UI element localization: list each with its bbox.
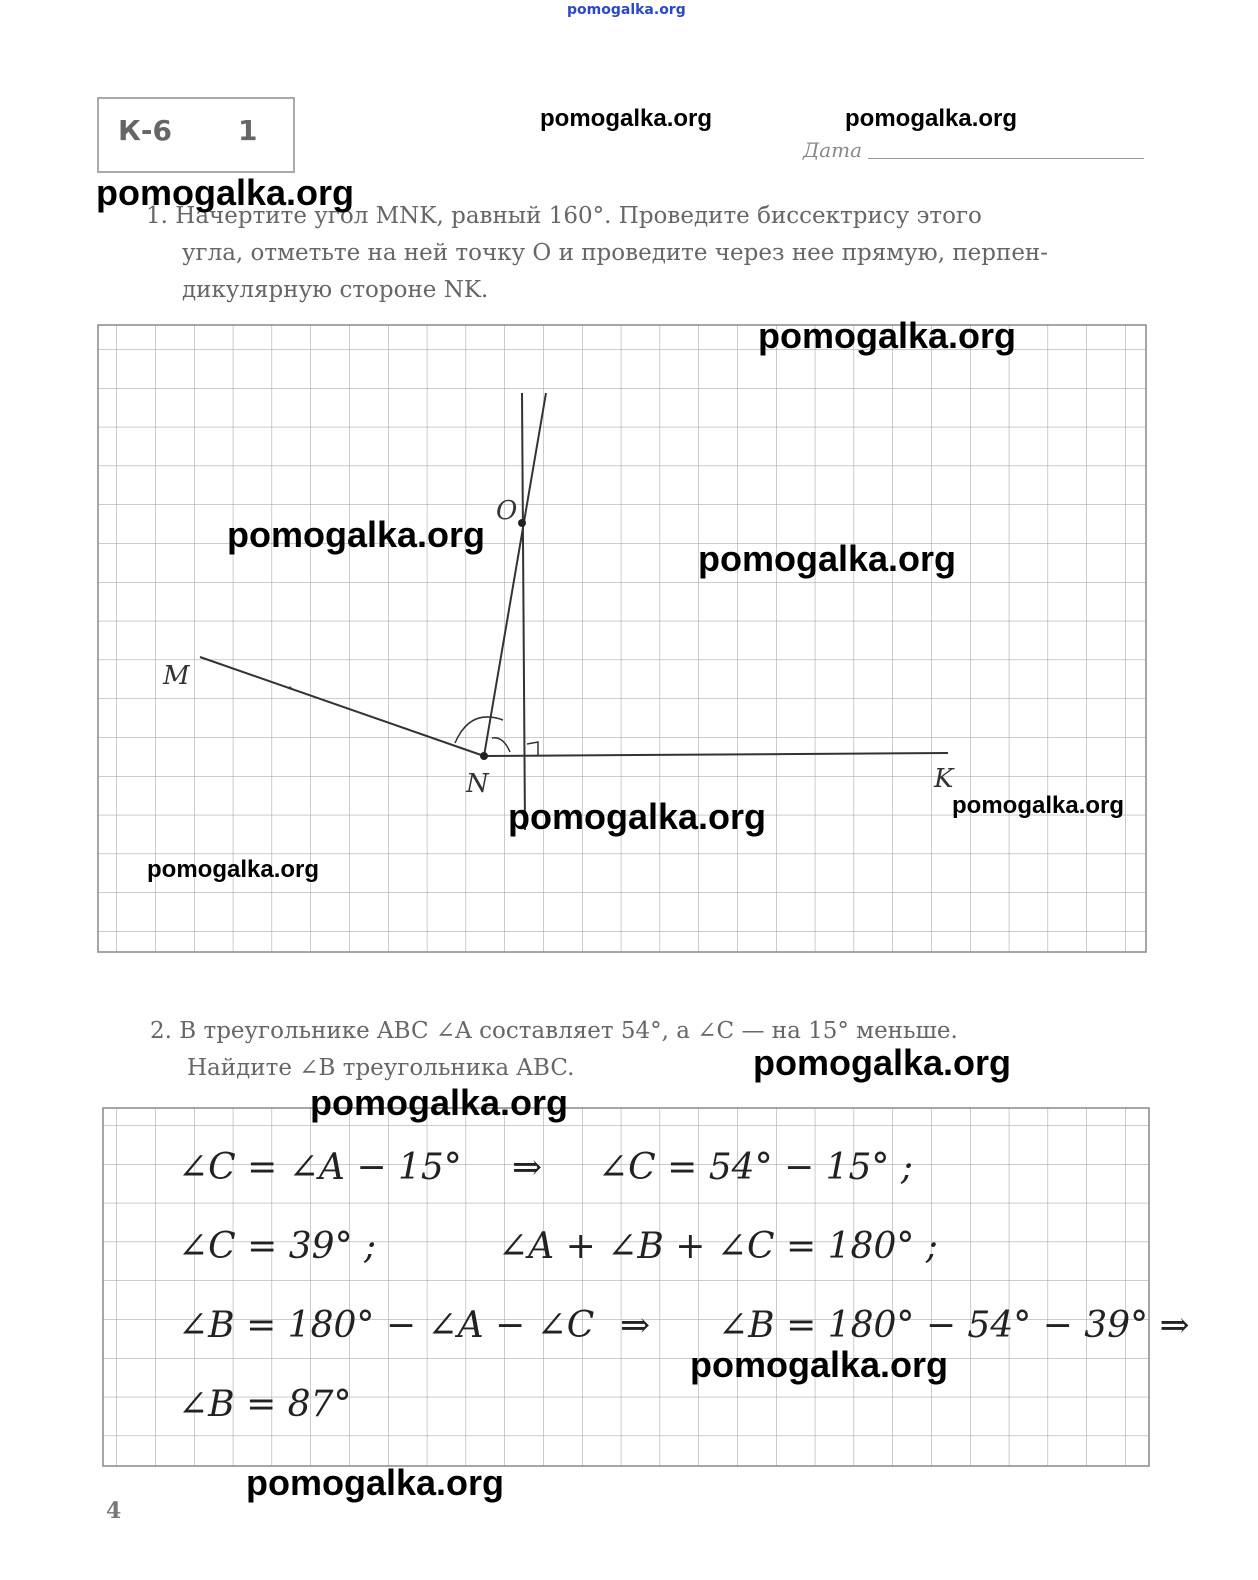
watermark: pomogalka.org	[227, 514, 486, 555]
watermark: pomogalka.org	[690, 1344, 949, 1385]
watermark: pomogalka.org	[698, 538, 957, 579]
watermark: pomogalka.org	[952, 792, 1125, 819]
watermark: pomogalka.org	[147, 856, 320, 883]
watermark: pomogalka.org	[845, 105, 1018, 132]
point-n	[480, 752, 488, 760]
date-label: Дата	[803, 138, 863, 162]
label-k: K	[934, 764, 954, 794]
task1-line1: 1. Начертите угол MNK, равный 160°. Проведите биссектрису этого	[146, 203, 982, 229]
solution-row1-right: ∠C = 54° − 15° ;	[598, 1147, 913, 1188]
task1-line2: угла, отметьте на ней точку O и проведите через нее прямую, перпен-	[182, 240, 1049, 266]
watermark: pomogalka.org	[246, 1462, 505, 1503]
solution-row2-left: ∠C = 39° ;	[178, 1226, 377, 1267]
task2-line1: 2. В треугольнике ABC ∠A составляет 54°, а ∠C — на 15° меньше.	[150, 1018, 958, 1044]
solution-row1-arrow: ⇒	[512, 1147, 543, 1188]
solution-row4: ∠B = 87°	[178, 1384, 352, 1425]
point-m-mark	[289, 687, 292, 690]
variant-number: 1	[238, 114, 258, 147]
watermark: pomogalka.org	[753, 1042, 1012, 1083]
label-m: M	[163, 661, 190, 691]
solution-row3-arrow: ⇒	[620, 1305, 651, 1346]
point-o	[518, 519, 526, 527]
watermark: pomogalka.org	[96, 172, 355, 213]
watermark: pomogalka.org	[758, 315, 1017, 356]
watermark: pomogalka.org	[508, 796, 767, 837]
solution-row3-right: ∠B = 180° − 54° − 39° ⇒	[718, 1305, 1190, 1346]
solution-row1-left: ∠C = ∠A − 15°	[178, 1147, 462, 1188]
solution-row3-left: ∠B = 180° − ∠A − ∠C	[178, 1305, 595, 1346]
label-o: O	[496, 496, 518, 526]
watermark: pomogalka.org	[540, 105, 713, 132]
watermark-top: pomogalka.org	[567, 2, 686, 18]
solution-row2-right: ∠A + ∠B + ∠C = 180° ;	[498, 1226, 938, 1267]
task2-line2: Найдите ∠B треугольника ABC.	[187, 1055, 575, 1081]
watermark: pomogalka.org	[310, 1082, 569, 1123]
page-number: 4	[106, 1498, 122, 1524]
label-n: N	[466, 769, 489, 799]
work-code: К-6	[118, 114, 172, 147]
task1-line3: дикулярную стороне NK.	[182, 277, 489, 303]
